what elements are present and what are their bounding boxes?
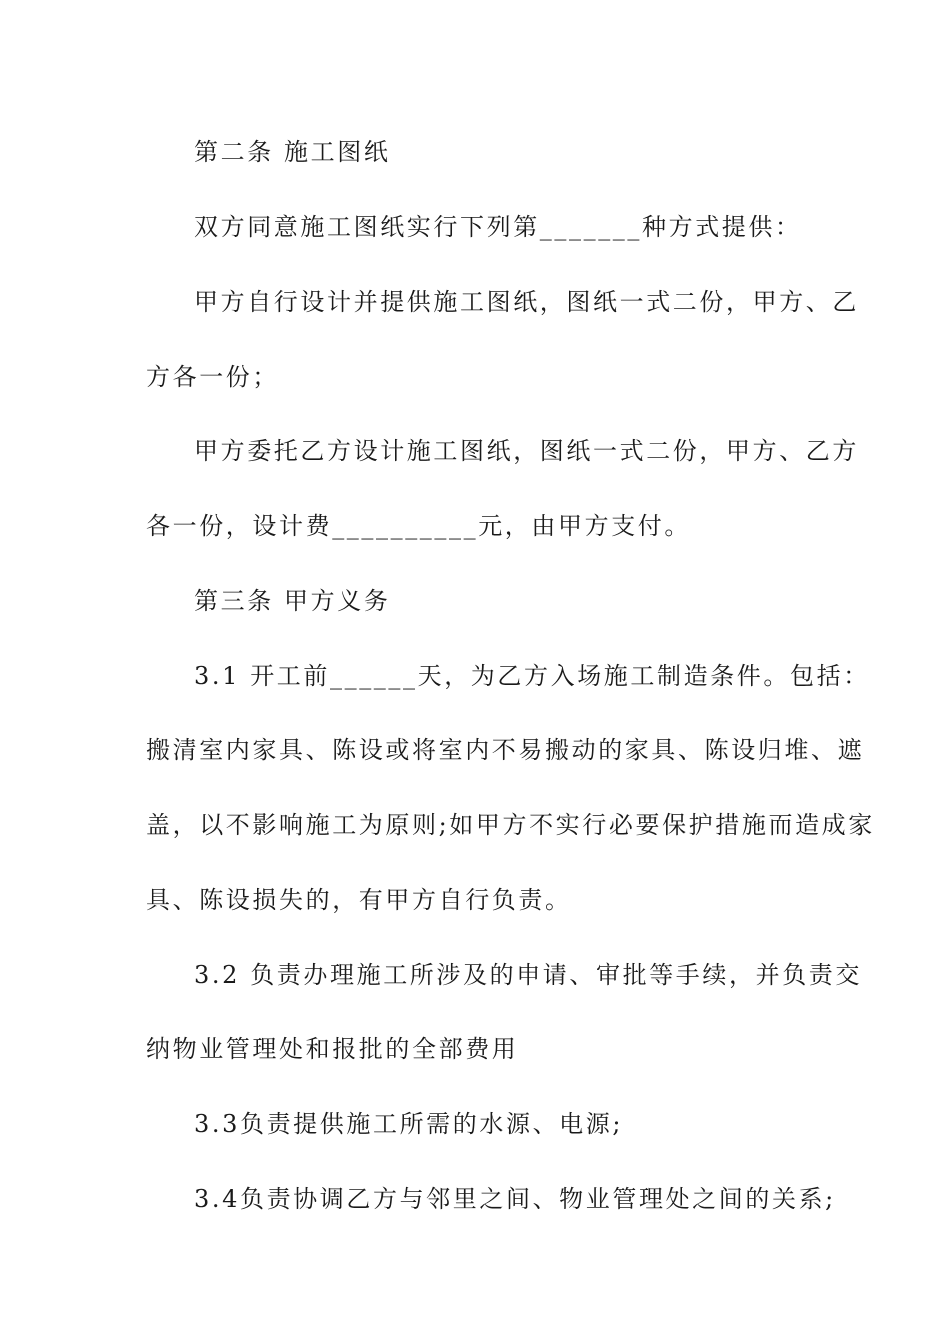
paragraph-line: 具、陈设损失的，有甲方自行负责。 <box>146 886 572 914</box>
paragraph-line: 3.1 开工前______天，为乙方入场施工制造条件。包括： <box>194 662 870 690</box>
paragraph-line: 3.4负责协调乙方与邻里之间、物业管理处之间的关系; <box>194 1185 836 1213</box>
paragraph-line: 3.3负责提供施工所需的水源、电源; <box>194 1110 624 1138</box>
paragraph-line: 3.2 负责办理施工所涉及的申请、审批等手续，并负责交 <box>194 961 862 989</box>
section-heading-article-3: 第三条 甲方义务 <box>194 587 391 615</box>
paragraph-line: 各一份，设计费__________元，由甲方支付。 <box>146 512 691 540</box>
section-heading-article-2: 第二条 施工图纸 <box>194 138 391 166</box>
paragraph-line: 方各一份； <box>146 363 279 391</box>
paragraph-line: 双方同意施工图纸实行下列第_______种方式提供： <box>194 213 802 241</box>
paragraph-line: 纳物业管理处和报批的全部费用 <box>146 1035 519 1063</box>
paragraph-line: 盖，以不影响施工为原则;如甲方不实行必要保护措施而造成家 <box>146 811 875 839</box>
paragraph-line: 甲方委托乙方设计施工图纸，图纸一式二份，甲方、乙方 <box>194 437 859 465</box>
paragraph-line: 甲方自行设计并提供施工图纸，图纸一式二份，甲方、乙 <box>194 288 859 316</box>
paragraph-line: 搬清室内家具、陈设或将室内不易搬动的家具、陈设归堆、遮 <box>146 736 865 764</box>
